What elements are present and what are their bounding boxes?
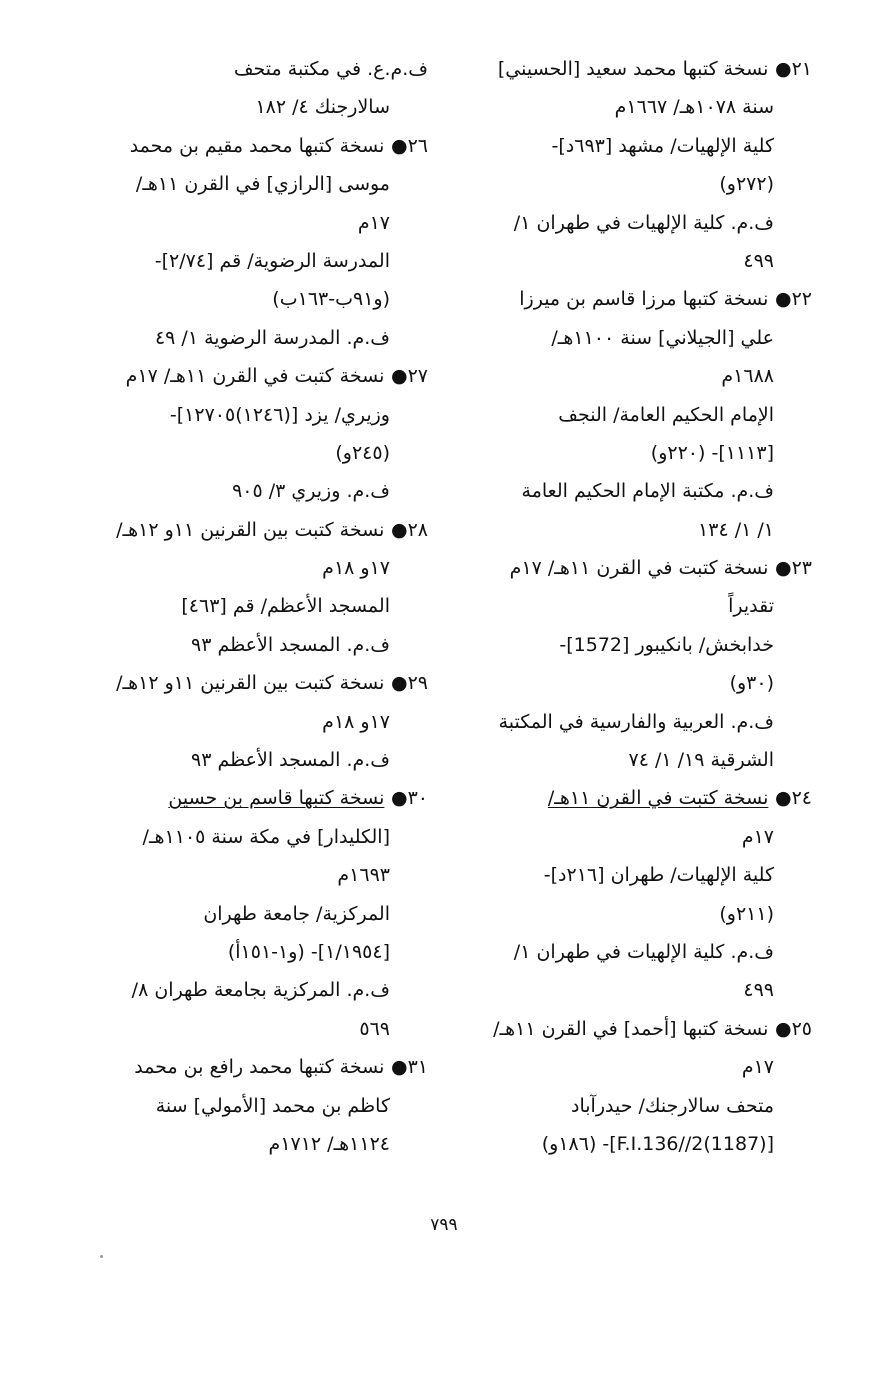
entry-line: ١٧و ١٨م xyxy=(322,557,390,580)
entry-number: ٣١ xyxy=(407,1056,428,1079)
entry-line: [١١١٣]- (٢٢٠و) xyxy=(650,441,774,464)
bullet-icon: ● xyxy=(768,557,792,580)
entry-number: ٢٨ xyxy=(407,518,428,541)
bullet-icon: ● xyxy=(768,288,792,311)
entry-line: ١/ ١/ ١٣٤ xyxy=(698,518,774,541)
entry-line: تقديراً xyxy=(728,595,774,618)
catalog-entry xyxy=(70,779,428,1048)
entry-first-line xyxy=(440,1010,812,1048)
entry-first-line xyxy=(70,127,428,165)
entry-line: ف.م. كلية الإلهيات في طهران ١/ xyxy=(513,211,774,234)
bullet-icon: ● xyxy=(384,1056,408,1079)
entry-line-text: نسخة كتبت بين القرنين ١١و ١٢هـ/ xyxy=(116,672,385,695)
entry-line: خدابخش/ بانكيبور [1572]- xyxy=(559,633,774,656)
catalog-entry xyxy=(70,1048,428,1163)
entry-first-line xyxy=(440,280,812,318)
scan-speck xyxy=(100,1255,103,1258)
entry-first-line xyxy=(440,549,812,587)
entry-line: ٥٦٩ xyxy=(359,1017,390,1040)
entry-number: ٢٩ xyxy=(407,672,428,695)
entry-line: الإمام الحكيم العامة/ النجف xyxy=(558,403,774,426)
catalog-entry xyxy=(70,50,428,127)
entry-line: كاظم بن محمد [الأمولي] سنة xyxy=(155,1094,390,1117)
entry-line: (و٩١ب-١٦٣ب) xyxy=(272,288,390,311)
entry-number: ٢٣ xyxy=(791,557,812,580)
entry-line-text: نسخة كتبها محمد سعيد [الحسيني] xyxy=(497,58,769,80)
entry-line: ٤٩٩ xyxy=(743,979,774,1002)
catalog-entry xyxy=(440,779,812,1009)
entry-line-text: نسخة كتبها محمد مقيم بن محمد xyxy=(129,134,385,157)
entry-line: ١٧و ١٨م xyxy=(322,710,390,733)
entry-line: ٤٩٩ xyxy=(743,249,774,272)
bullet-icon: ● xyxy=(384,518,408,541)
entry-line: المركزية/ جامعة طهران xyxy=(203,902,390,925)
entry-first-line xyxy=(70,511,428,549)
entry-line: ١٧م xyxy=(357,211,390,234)
entry-line-text: نسخة كتبها [أحمد] في القرن ١١هـ/ xyxy=(493,1017,769,1040)
entry-line: (٢١١و) xyxy=(719,902,774,925)
entry-line: وزيري/ يزد [(١٢٤٦)١٢٧٠٥]- xyxy=(169,403,390,426)
entry-first-line xyxy=(70,779,428,817)
bullet-icon: ● xyxy=(768,1017,792,1040)
entry-line-text: نسخة كتبها محمد رافع بن محمد xyxy=(134,1056,385,1079)
entry-line: ف.م. المسجد الأعظم ٩٣ xyxy=(190,749,390,772)
entry-line: ف.م. مكتبة الإمام الحكيم العامة xyxy=(521,480,774,503)
entry-first-line xyxy=(70,1048,428,1086)
catalog-entry xyxy=(70,357,428,511)
entry-line-text: نسخة كتبت في القرن ١١هـ/ ١٧م xyxy=(125,365,385,388)
entry-number: ٣٠ xyxy=(407,787,428,810)
catalog-entry xyxy=(440,280,812,549)
entry-first-line xyxy=(440,779,812,817)
entry-line: ١١٢٤هـ/ ١٧١٢م xyxy=(268,1132,390,1155)
entry-number: ٢١ xyxy=(791,58,812,80)
bullet-icon: ● xyxy=(768,787,792,810)
entry-line: [F.I.136//2(1187)]- (١٨٦و) xyxy=(541,1132,774,1155)
entry-line: (٢٤٥و) xyxy=(335,441,390,464)
left-column xyxy=(70,50,428,1163)
right-column xyxy=(440,50,812,1163)
catalog-entry xyxy=(70,664,428,779)
entry-line-text: نسخة كتبها قاسم بن حسين xyxy=(168,787,385,810)
entry-first-line xyxy=(70,357,428,395)
entry-line: متحف سالارجنك/ حيدرآباد xyxy=(571,1094,774,1117)
entry-number: ٢٧ xyxy=(407,365,428,388)
entry-line: ١٧م xyxy=(741,825,774,848)
entry-first-line xyxy=(70,664,428,702)
entry-line: ف.م. المسجد الأعظم ٩٣ xyxy=(190,633,390,656)
entry-number: ٢٤ xyxy=(791,787,812,810)
entry-line: ف.م. العربية والفارسية في المكتبة xyxy=(498,710,774,733)
entry-line: سنة ١٠٧٨هـ/ ١٦٦٧م xyxy=(614,96,774,119)
entry-number: ٢٦ xyxy=(407,134,428,157)
entry-line: المدرسة الرضوية/ قم [٢/٧٤]- xyxy=(154,249,390,272)
entry-line-text: نسخة كتبت في القرن ١١هـ/ xyxy=(547,787,769,810)
entry-line: ١٦٩٣م xyxy=(337,864,390,887)
entry-line: ف.م. المدرسة الرضوية ١/ ٤٩ xyxy=(154,326,390,349)
entry-line: علي [الجيلاني] سنة ١١٠٠هـ/ xyxy=(551,326,774,349)
catalog-entry xyxy=(70,511,428,665)
bullet-icon: ● xyxy=(768,58,792,80)
catalog-entry xyxy=(440,549,812,779)
entry-line: ف.م.ع. في مكتبة متحف xyxy=(233,58,428,80)
entry-number: ٢٥ xyxy=(791,1017,812,1040)
entry-line: ف.م. وزيري ٣/ ٩٠٥ xyxy=(232,480,390,503)
bullet-icon: ● xyxy=(384,787,408,810)
entry-line: موسى [الرازي] في القرن ١١هـ/ xyxy=(135,173,390,196)
entry-line: [١/١٩٥٤]- (و١-١٥١أ) xyxy=(227,940,390,963)
bullet-icon: ● xyxy=(384,134,408,157)
entry-line: الشرقية ١٩/ ١/ ٧٤ xyxy=(628,749,774,772)
entry-line: ١٧م xyxy=(741,1056,774,1079)
entry-line: المسجد الأعظم/ قم [٤٦٣] xyxy=(181,595,390,618)
entry-line-text: نسخة كتبها مرزا قاسم بن ميرزا xyxy=(519,288,769,311)
page-number: ٧٩٩ xyxy=(430,1215,458,1235)
catalog-entry xyxy=(440,50,812,280)
entry-line: (٣٠و) xyxy=(729,672,774,695)
entry-line: كلية الإلهيات/ طهران [٢١٦د]- xyxy=(543,864,774,887)
entry-number: ٢٢ xyxy=(791,288,812,311)
entry-line: ف.م. كلية الإلهيات في طهران ١/ xyxy=(513,940,774,963)
bullet-icon: ● xyxy=(384,672,408,695)
entry-line: (٢٧٢و) xyxy=(719,173,774,196)
entry-line: كلية الإلهيات/ مشهد [٦٩٣د]- xyxy=(551,134,774,157)
catalog-entry xyxy=(440,1010,812,1164)
entry-line-text: نسخة كتبت في القرن ١١هـ/ ١٧م xyxy=(509,557,769,580)
entry-line: [الكليدار] في مكة سنة ١١٠٥هـ/ xyxy=(142,825,390,848)
entry-line: ف.م. المركزية بجامعة طهران ٨/ xyxy=(131,979,390,1002)
entry-first-line xyxy=(440,50,812,88)
entry-line: سالارجنك ٤/ ١٨٢ xyxy=(255,96,390,119)
entry-line-text: نسخة كتبت بين القرنين ١١و ١٢هـ/ xyxy=(116,518,385,541)
entry-line: ١٦٨٨م xyxy=(721,365,774,388)
catalog-entry xyxy=(70,127,428,357)
bullet-icon: ● xyxy=(384,365,408,388)
